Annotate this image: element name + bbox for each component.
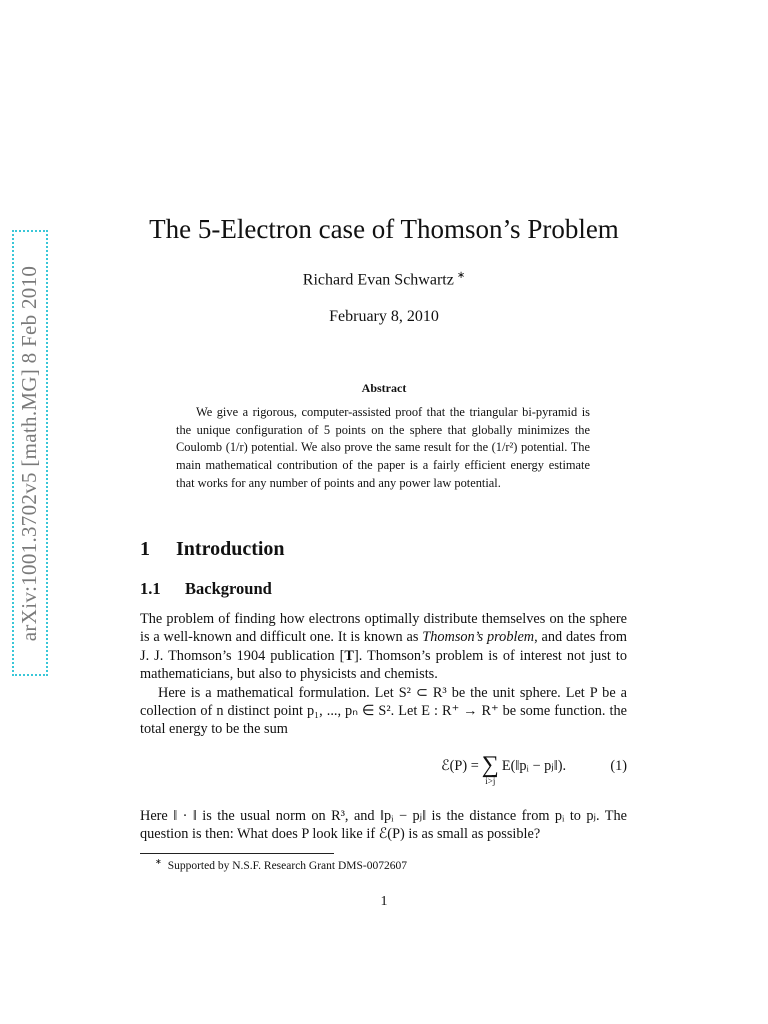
sum-index: i>j: [485, 776, 496, 786]
section-title: Introduction: [176, 538, 285, 560]
body-text-continued: [140, 807, 627, 844]
page-number: 1: [380, 894, 388, 909]
paragraph-1-text-b: , and dates from J. J. Thomson’s 1904 publication [: [140, 629, 628, 664]
arxiv-stamp[interactable]: [12, 230, 48, 676]
abstract-heading: Abstract: [361, 381, 407, 395]
section-heading: [140, 538, 285, 561]
section-number: 1: [140, 538, 150, 560]
arxiv-stamp-text: arXiv:1001.3702v5 [math.MG] 8 Feb 2010: [17, 265, 42, 641]
equation-lhs: ℰ(P) =: [441, 758, 479, 774]
subsection-title: Background: [185, 579, 272, 598]
paper-date: February 8, 2010: [329, 308, 439, 325]
paragraph-1: [140, 610, 627, 684]
body-text: [140, 610, 627, 739]
author-line: [0, 270, 768, 289]
citation-link[interactable]: T: [344, 647, 354, 664]
subsection-heading: [140, 579, 272, 599]
footnote-text: Supported by N.S.F. Research Grant DMS-0072607: [167, 859, 407, 872]
subsection-number: 1.1: [140, 579, 161, 598]
footnote: [155, 857, 407, 872]
equation-formula: [441, 752, 567, 790]
footnote-mark: ∗: [155, 857, 162, 866]
sigma-symbol: ∑: [481, 752, 499, 778]
footnote-rule: [140, 853, 334, 854]
author-name: Richard Evan Schwartz: [302, 271, 454, 289]
abstract-body: [176, 404, 590, 493]
equation-number: (1): [610, 758, 627, 774]
abstract-text: We give a rigorous, computer-assisted proof that the triangular bi-pyramid is the unique configuration of 5 points on the sphere that globally minimizes the Coulomb (1/r) potential. We also prove the same result for the (1/r²) potential. The main mathematical contribution of the paper is a fairly efficient energy estimate that works for any number of points and any power law potential.: [176, 405, 590, 490]
equation-rhs: E(‖pᵢ − pⱼ‖).: [501, 758, 567, 774]
paragraph-2: Here is a mathematical formulation. Let S² ⊂ R³ be the unit sphere. Let P be a collection of n distinct point p₁, ..., pₙ ∈ S². Let E : R⁺ → R⁺ be some function. the total energy to be the sum: [140, 684, 627, 738]
paragraph-1-emphasis: Thomson’s problem: [422, 629, 535, 646]
paragraph-1-text-a: The problem of finding how electrons optimally distribute themselves on the sphere is a well-known and difficult one. It is known as: [140, 611, 627, 646]
author-footnote-mark: ∗: [456, 270, 466, 281]
paragraph-3: Here ‖ · ‖ is the usual norm on R³, and ‖pᵢ − pⱼ‖ is the distance from pᵢ to pⱼ. The question is then: What does P look like if ℰ(P) is as small as possible?: [140, 808, 627, 843]
summation: [482, 754, 499, 786]
equation-1: [140, 752, 627, 794]
paragraph-1-text-c: ]. Thomson’s problem is of interest not just to mathematicians, but also to physicists and chemists.: [140, 647, 627, 683]
paper-title: The 5-Electron case of Thomson’s Problem: [149, 214, 619, 244]
